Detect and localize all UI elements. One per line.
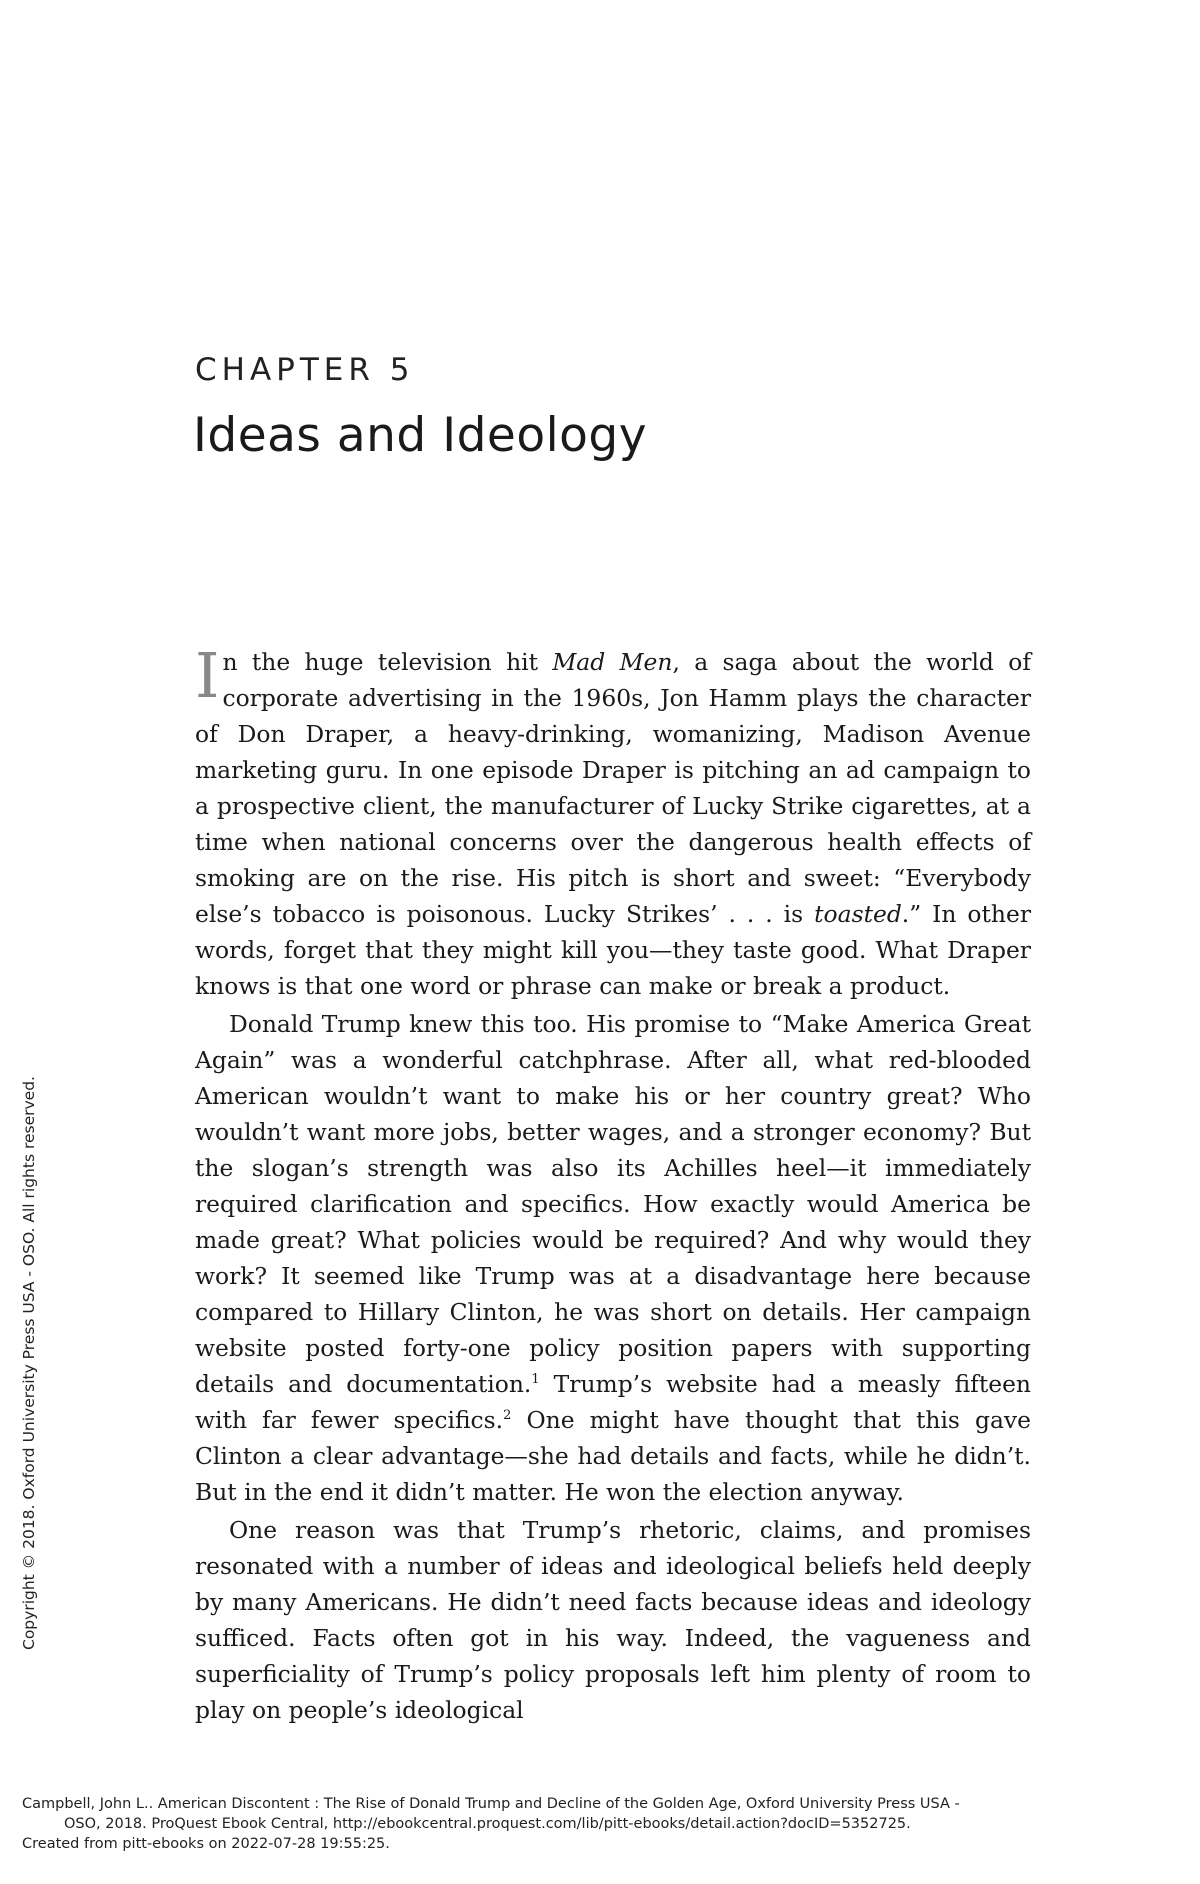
paragraph-1 xyxy=(195,639,1031,1004)
paragraph-1-text-2: , a saga about the world of corporate advertising in the 1960s, Jon Hamm plays the character of Don Draper, a heavy-drinking, womanizing, Madison Avenue marketing guru. In one episode Draper is pitching an ad campaign to a prospective client, the manufacturer of Lucky Strike cigarettes, at a time when national concerns over the dangerous health effects of smoking are on the rise. His pitch is short and sweet: “Everybody else’s tobacco is poisonous. Lucky Strikes’ . . . is xyxy=(195,648,1031,928)
side-copyright-notice: Copyright © 2018. Oxford University Press USA - OSO. All rights reserved. xyxy=(20,1076,38,1650)
paragraph-1-text-3: .” In other words, forget that they might kill you—they taste good. What Draper knows is that one word or phrase can make or break a product. xyxy=(195,900,1031,1000)
paragraph-1-italic-2: toasted xyxy=(814,900,902,928)
citation-line-3: Created from pitt-ebooks on 2022-07-28 19:55:25. xyxy=(22,1836,390,1852)
footnote-marker-1: 1 xyxy=(531,1372,540,1388)
paragraph-1-italic-1: Mad Men xyxy=(552,648,673,676)
paragraph-2-text-3: One might have thought that this gave Clinton a clear advantage—she had details and facts, while he didn’t. But in the end it didn’t matter. He won the election anyway. xyxy=(195,1406,1031,1506)
drop-cap: I xyxy=(195,639,220,712)
citation-line-1: Campbell, John L.. American Discontent : The Rise of Donald Trump and Decline of the Golden Age, Oxford University Press USA - xyxy=(22,1796,960,1812)
body-text xyxy=(195,639,1031,1728)
chapter-title: Ideas and Ideology xyxy=(193,408,648,463)
paragraph-1-text-1: n the huge television hit xyxy=(222,648,553,676)
paragraph-2-text-1: Donald Trump knew this too. His promise to “Make America Great Again” was a wonderful catchphrase. After all, what red-blooded American wouldn’t want to make his or her country great? Who wouldn’t want more jobs, better wages, and a stronger economy? But the slogan’s strength was also its Achilles heel—it immediately required clarification and specifics. How exactly would America be made great? What policies would be required? And why would they work? It seemed like Trump was at a disadvantage here because compared to Hillary Clinton, he was short on details. Her campaign website posted forty-one policy position papers with supporting details and documentation. xyxy=(195,1010,1031,1398)
paragraph-3: One reason was that Trump’s rhetoric, claims, and promises resonated with a number of ideas and ideological beliefs held deeply by many Americans. He didn’t need facts because ideas and ideology sufficed. Facts often got in his way. Indeed, the vagueness and superficiality of Trump’s policy proposals left him plenty of room to play on people’s ideological xyxy=(195,1516,1031,1724)
paragraph-2-text-2: Trump’s website had a measly fifteen with far fewer specifics. xyxy=(195,1370,1031,1434)
footnote-marker-2: 2 xyxy=(503,1408,512,1424)
citation-line-2: OSO, 2018. ProQuest Ebook Central, http://ebookcentral.proquest.com/lib/pitt-ebooks/detail.action?docID=5352725. xyxy=(64,1816,911,1832)
chapter-label: CHAPTER 5 xyxy=(195,352,415,388)
paragraph-2 xyxy=(195,1006,1031,1510)
citation-footer xyxy=(22,1794,960,1854)
